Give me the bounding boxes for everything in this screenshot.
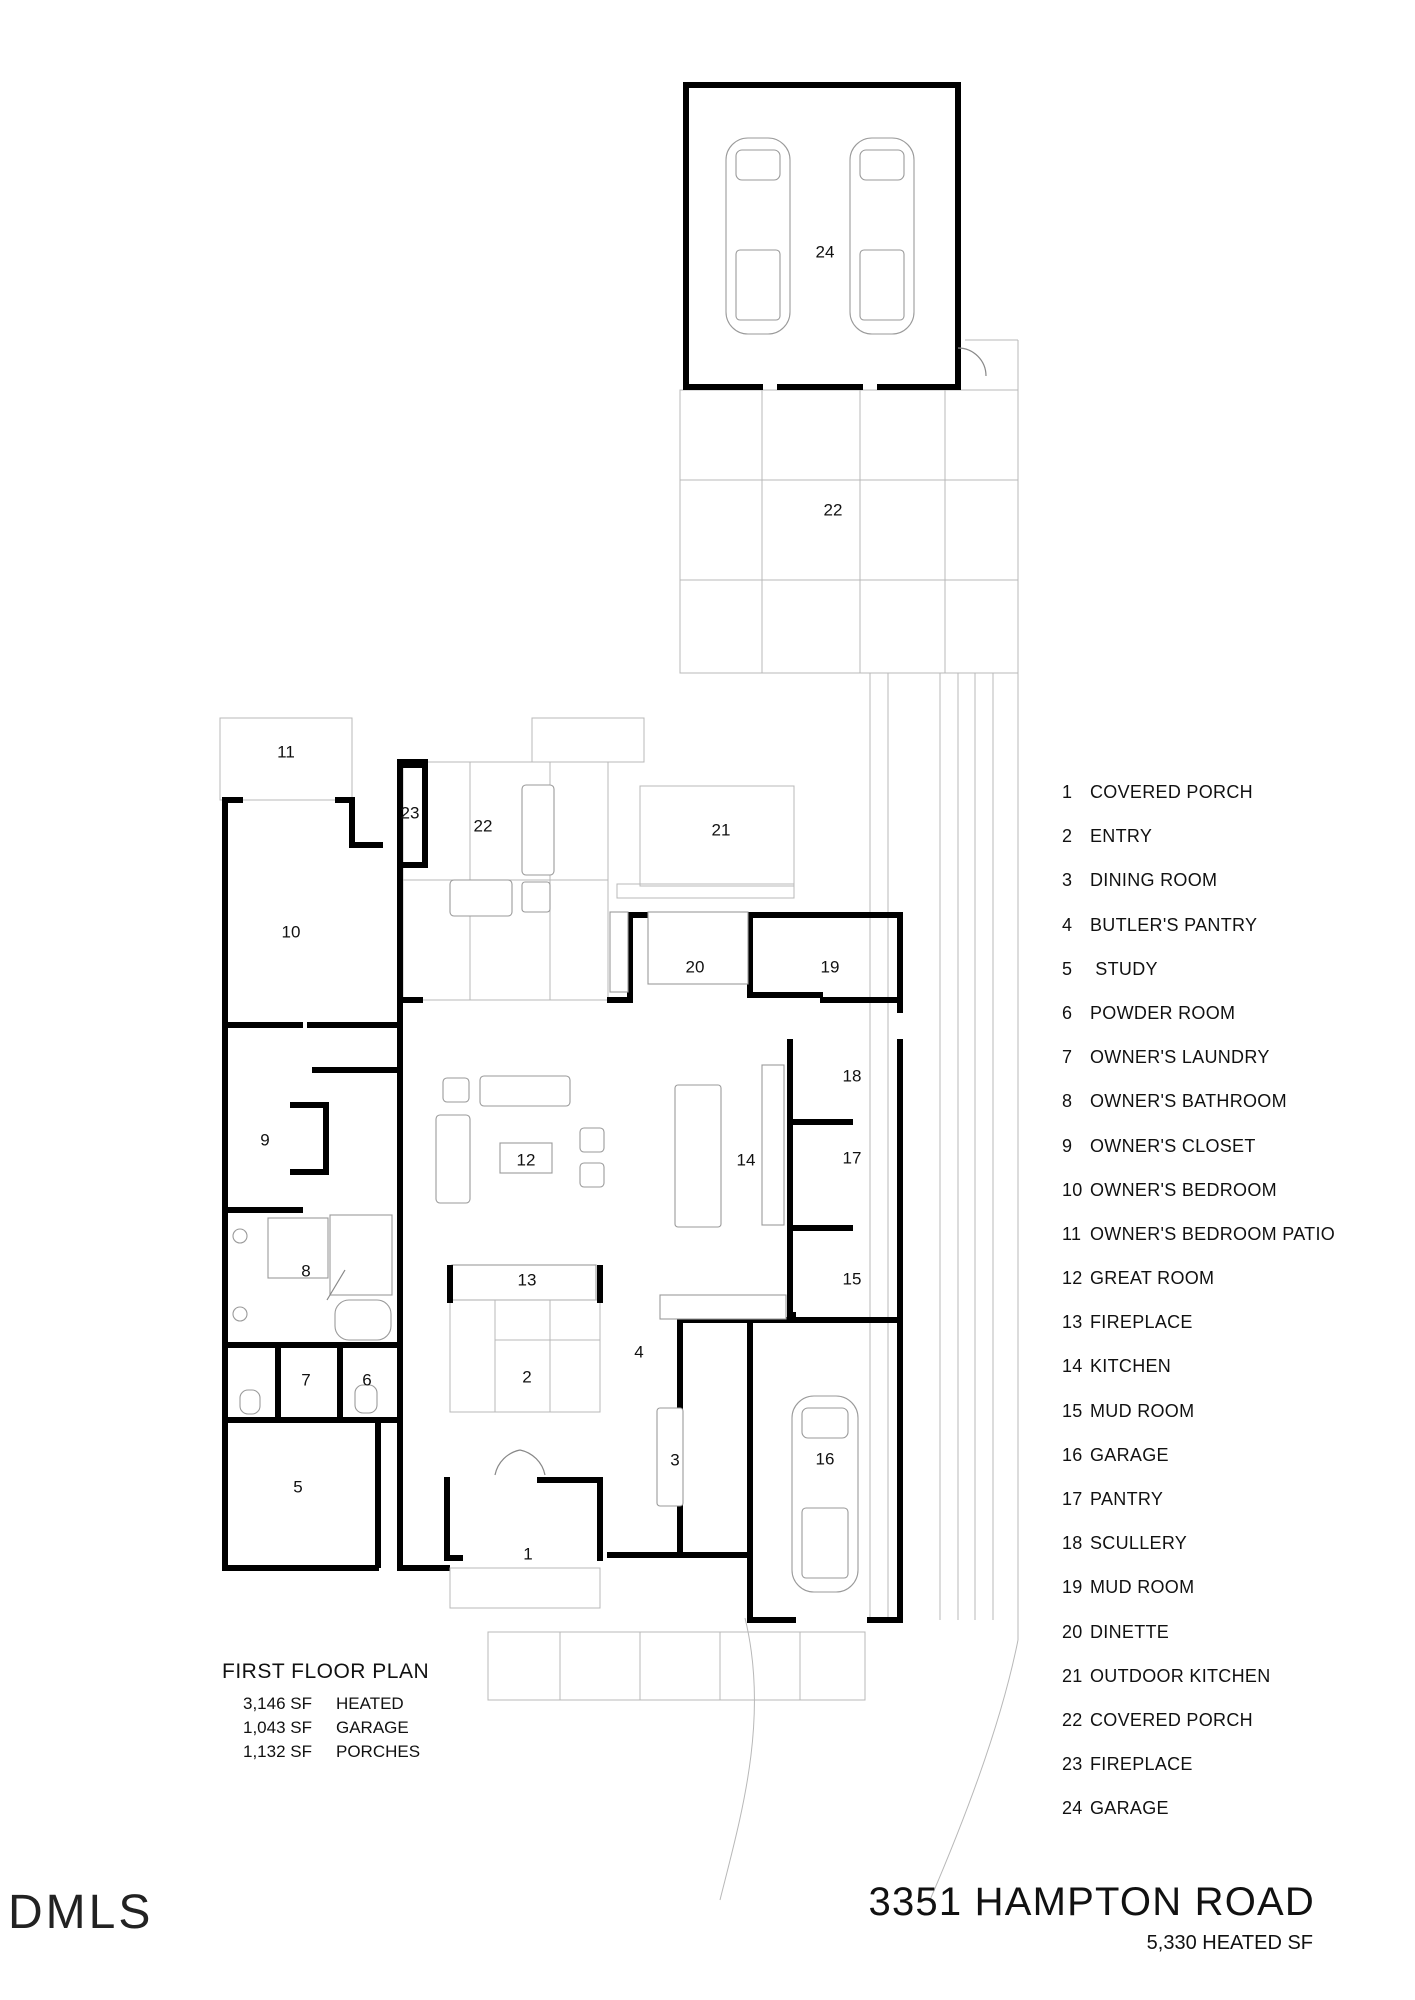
- legend-number: 15: [1062, 1400, 1083, 1421]
- legend-label: MUD ROOM: [1090, 1400, 1195, 1421]
- legend-label: SCULLERY: [1090, 1533, 1188, 1554]
- area-value: 1,043 SF: [243, 1718, 312, 1737]
- legend-label: POWDER ROOM: [1090, 1002, 1236, 1023]
- legend-label: OWNER'S BEDROOM PATIO: [1090, 1223, 1336, 1244]
- room-label: 20: [685, 957, 705, 977]
- legend-label: OWNER'S CLOSET: [1090, 1135, 1256, 1156]
- sofa-icon: [450, 880, 512, 916]
- legend-item: [1062, 826, 1402, 870]
- legend-item: [1062, 915, 1402, 959]
- area-label: PORCHES: [336, 1742, 421, 1761]
- toilet-icon: [240, 1390, 260, 1414]
- legend-number: 1: [1062, 782, 1073, 802]
- driveway: [488, 340, 1018, 1900]
- legend-number: 23: [1062, 1754, 1083, 1775]
- legend-label: FIREPLACE: [1090, 1754, 1193, 1775]
- room-label: 22: [473, 816, 493, 836]
- legend-item: [1062, 1091, 1402, 1135]
- legend-number: 21: [1062, 1665, 1083, 1686]
- room-label: 22: [823, 500, 843, 520]
- sofa-icon: [436, 1115, 470, 1203]
- kitchen-island: [675, 1085, 721, 1227]
- legend-number: 4: [1062, 914, 1073, 935]
- legend-number: 24: [1062, 1798, 1083, 1819]
- sofa-icon: [522, 785, 554, 875]
- area-label: GARAGE: [336, 1718, 409, 1737]
- legend-item: [1062, 782, 1402, 826]
- property-address: 3351 HAMPTON ROAD: [868, 1880, 1315, 1924]
- room-label: 5: [293, 1477, 303, 1497]
- legend-number: 3: [1062, 870, 1073, 891]
- legend-label: DINING ROOM: [1090, 870, 1218, 891]
- legend-label: FIREPLACE: [1090, 1312, 1193, 1333]
- legend-item: [1062, 1312, 1402, 1356]
- legend-item: [1062, 1622, 1402, 1666]
- room-label: 8: [301, 1261, 311, 1281]
- room-label: 4: [634, 1342, 644, 1362]
- legend-number: 22: [1062, 1709, 1083, 1730]
- legend-number: 14: [1062, 1356, 1083, 1377]
- room-label: 21: [711, 820, 731, 840]
- area-stat-row: [240, 1692, 420, 1716]
- detached-garage: [686, 85, 986, 387]
- legend-number: 5: [1062, 958, 1073, 979]
- legend-item: [1062, 1003, 1402, 1047]
- great-room-furniture: [436, 912, 786, 1319]
- room-label: 12: [516, 1150, 536, 1170]
- plan-title: FIRST FLOOR PLAN: [222, 1660, 430, 1683]
- area-value: 1,132 SF: [243, 1742, 312, 1761]
- legend-item: [1062, 1356, 1402, 1400]
- legend-item: [1062, 1445, 1402, 1489]
- legend-item: [1062, 1798, 1402, 1842]
- legend-label: PANTRY: [1090, 1489, 1164, 1509]
- legend-number: 7: [1062, 1047, 1073, 1068]
- legend-label: ENTRY: [1090, 826, 1153, 847]
- room-label: 10: [281, 922, 301, 942]
- room-label: 24: [815, 242, 835, 262]
- sofa-icon: [480, 1076, 570, 1106]
- room-label: 3: [670, 1450, 680, 1470]
- legend-number: 19: [1062, 1577, 1083, 1598]
- room-label: 17: [842, 1148, 862, 1168]
- room-label: 23: [400, 803, 420, 823]
- legend-label: COVERED PORCH: [1090, 1709, 1253, 1730]
- legend-number: 12: [1062, 1268, 1083, 1289]
- legend-item: [1062, 1710, 1402, 1754]
- legend-label: OWNER'S LAUNDRY: [1090, 1047, 1270, 1068]
- legend-item: [1062, 1666, 1402, 1710]
- legend-label: BUTLER'S PANTRY: [1090, 914, 1258, 935]
- legend-number: 2: [1062, 826, 1073, 847]
- room-label: 7: [301, 1370, 311, 1390]
- legend-label: OWNER'S BEDROOM: [1090, 1179, 1277, 1200]
- legend-item: [1062, 1047, 1402, 1091]
- total-heated-area: 5,330 HEATED SF: [1146, 1932, 1313, 1954]
- legend-label: COVERED PORCH: [1090, 782, 1253, 802]
- legend-number: 11: [1062, 1223, 1082, 1244]
- legend-number: 13: [1062, 1312, 1083, 1333]
- legend-item: [1062, 870, 1402, 914]
- room-label: 13: [517, 1270, 537, 1290]
- legend-item: [1062, 1136, 1402, 1180]
- legend-number: 10: [1062, 1179, 1083, 1200]
- legend-item: [1062, 1401, 1402, 1445]
- room-label: 2: [522, 1367, 532, 1387]
- legend-label: STUDY: [1090, 958, 1158, 979]
- legend-item: [1062, 1577, 1402, 1621]
- legend-label: MUD ROOM: [1090, 1577, 1195, 1598]
- room-label: 15: [842, 1269, 862, 1289]
- legend-item: [1062, 1489, 1402, 1533]
- room-label: 14: [736, 1150, 756, 1170]
- legend-label: GARAGE: [1090, 1444, 1169, 1465]
- room-label: 18: [842, 1066, 862, 1086]
- legend-number: 17: [1062, 1489, 1083, 1509]
- room-label: 6: [362, 1370, 372, 1390]
- room-label: 16: [815, 1449, 835, 1469]
- area-stats: [240, 1692, 420, 1764]
- legend-number: 6: [1062, 1002, 1073, 1023]
- room-label: 1: [523, 1544, 533, 1564]
- legend-number: 8: [1062, 1091, 1073, 1112]
- room-label: 11: [277, 742, 295, 762]
- legend-number: 20: [1062, 1621, 1083, 1642]
- legend-item: [1062, 1533, 1402, 1577]
- room-legend: [1062, 782, 1402, 1843]
- legend-item: [1062, 1268, 1402, 1312]
- room-labels: [260, 242, 861, 1563]
- legend-label: OUTDOOR KITCHEN: [1090, 1665, 1271, 1686]
- legend-number: 9: [1062, 1135, 1073, 1156]
- legend-number: 16: [1062, 1444, 1083, 1465]
- interior-walls: [225, 1025, 395, 1420]
- area-value: 3,146 SF: [243, 1694, 312, 1713]
- area-label: HEATED: [336, 1694, 404, 1713]
- mls-logo: DMLS: [8, 1886, 154, 1939]
- tub-icon: [335, 1300, 391, 1340]
- legend-number: 18: [1062, 1533, 1083, 1554]
- legend-label: DINETTE: [1090, 1621, 1170, 1642]
- legend-item: [1062, 1754, 1402, 1798]
- area-stat-row: [240, 1716, 420, 1740]
- legend-item: [1062, 1224, 1402, 1268]
- legend-item: [1062, 1180, 1402, 1224]
- legend-item: [1062, 959, 1402, 1003]
- room-label: 9: [260, 1130, 270, 1150]
- legend-label: GREAT ROOM: [1090, 1268, 1215, 1289]
- area-stat-row: [240, 1740, 420, 1764]
- legend-label: GARAGE: [1090, 1798, 1169, 1819]
- legend-label: OWNER'S BATHROOM: [1090, 1091, 1287, 1112]
- legend-label: KITCHEN: [1090, 1356, 1172, 1377]
- room-label: 19: [820, 957, 840, 977]
